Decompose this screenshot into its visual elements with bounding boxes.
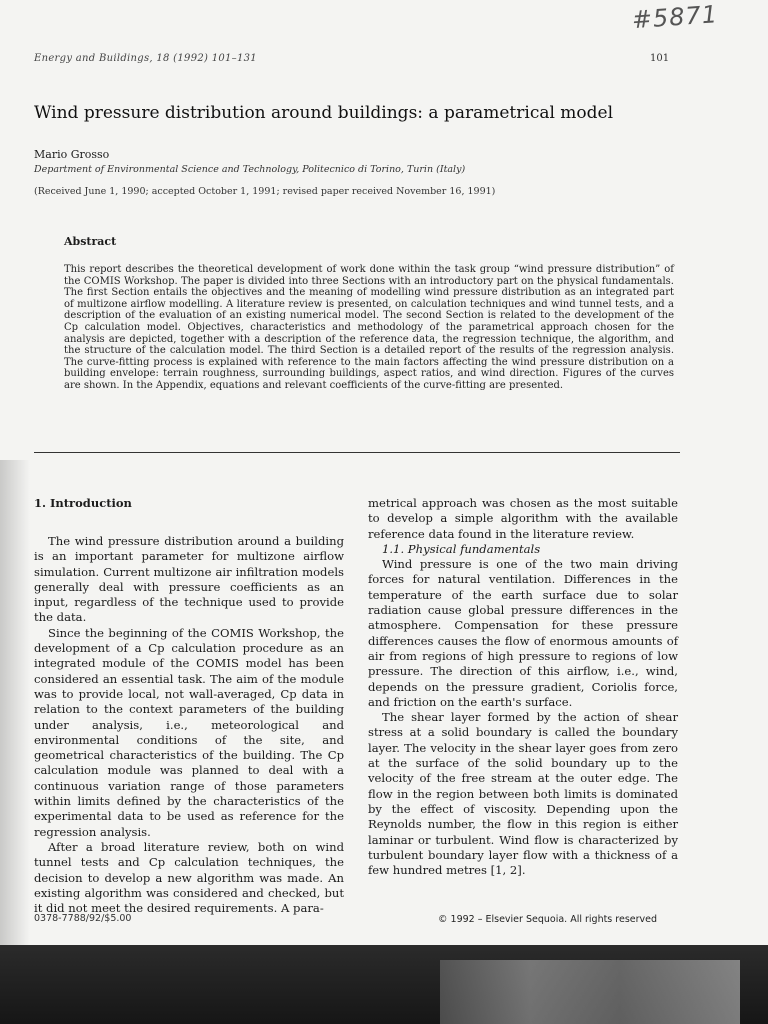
handwritten-note: #5871 — [630, 0, 719, 35]
scan-light-strip — [440, 960, 740, 1024]
subsection-heading: 1.1. Physical fundamentals — [382, 541, 541, 556]
author-name: Mario Grosso — [34, 148, 110, 161]
author-affiliation: Department of Environmental Science and Technology, Politecnico di Torino, Turin (Italy) — [34, 164, 466, 175]
article-title: Wind pressure distribution around buildings: a parametrical model — [34, 103, 614, 123]
page-number: 101 — [650, 53, 670, 64]
abstract-text: This report describes the theoretical development of work done within the task group “wind pressure distribution” of the COMIS Workshop. The paper is divided into three Sections with an introductory part on the physical fundamentals. The first Section entails the objectives and the meaning of modelling wind pressure distribution as an integrated part of multizone airflow modelling. A literature review is presented, on calculation techniques and wind tunnel tests, and a description of the evaluation of an existing numerical model. The second Section is related to the development of the Cp calculation model. Objectives, characteristics and methodology of the parametrical approach chosen for the analysis are depicted, together with a description of the reference data, the regression technique, the algorithm, and the structure of the calculation model. The third Section is a detailed report of the results of the regression analysis. The curve-fitting process is explained with reference to the main factors affecting the wind pressure distribution on a building envelope: terrain roughness, surrounding buildings, aspect ratios, and wind direction. Figures of the curves are shown. In the Appendix, equations and relevant coefficients of the curve-fitting are presented. — [64, 264, 674, 391]
paragraph: The wind pressure distribution around a building is an important parameter for multizone airflow simulation. Current multizone air infiltration models generally deal with pressure coefficients as an input, regardless of the technique used to provide the data. — [34, 534, 344, 625]
left-column — [34, 534, 344, 916]
right-column — [368, 496, 678, 878]
section-divider — [34, 452, 680, 453]
scan-bottom-edge — [0, 945, 768, 1024]
paragraph: Since the beginning of the COMIS Workshop, the development of a Cp calculation procedure as an integrated module of the COMIS model has been considered an essential task. The aim of the module was to provide local, not wall-averaged, Cp data in relation to the context parameters of the building under analysis, i.e., meteorological and environmental conditions of the site, and geometrical characteristics of the building. The Cp calculation module was planned to deal with a continuous variation range of those parameters within limits defined by the characteristics of the experimental data to be used as reference for the regression analysis. — [34, 625, 344, 839]
scan-shadow — [0, 460, 30, 960]
section-heading-introduction: 1. Introduction — [34, 496, 132, 510]
abstract-heading: Abstract — [64, 235, 117, 248]
issn-price-code: 0378-7788/92/$5.00 — [34, 913, 132, 924]
paragraph-continuation: metrical approach was chosen as the most suitable to develop a simple algorithm with the available reference data found in the literature review. — [368, 496, 678, 541]
paragraph: The shear layer formed by the action of shear stress at a solid boundary is called the boundary layer. The velocity in the shear layer goes from zero at the surface of the solid boundary up to the velocity of the free stream at the outer edge. The flow in the region between both limits is dominated by the effect of viscosity. Depending upon the Reynolds number, the flow in this region is either laminar or turbulent. Wind flow is characterized by turbulent boundary layer flow with a thickness of a few hundred metres [1, 2]. — [368, 710, 678, 878]
paragraph: Wind pressure is one of the two main driving forces for natural ventilation. Differences in the temperature of the earth surface due to solar radiation cause global pressure differences in the atmosphere. Compensation for these pressure differences causes the flow of enormous amounts of air from regions of high pressure to regions of low pressure. The direction of this airflow, i.e., wind, depends on the pressure gradient, Coriolis force, and friction on the earth's surface. — [368, 557, 678, 709]
paragraph: After a broad literature review, both on wind tunnel tests and Cp calculation techniques, the decision to develop a new algorithm was made. An existing algorithm was considered and checked, but it did not meet the desired requirements. A para- — [34, 839, 344, 916]
copyright-notice: © 1992 – Elsevier Sequoia. All rights reserved — [438, 914, 658, 925]
received-dates: (Received June 1, 1990; accepted October 1, 1991; revised paper received November 16, 1991) — [34, 186, 496, 197]
journal-citation: Energy and Buildings, 18 (1992) 101–131 — [34, 53, 257, 64]
